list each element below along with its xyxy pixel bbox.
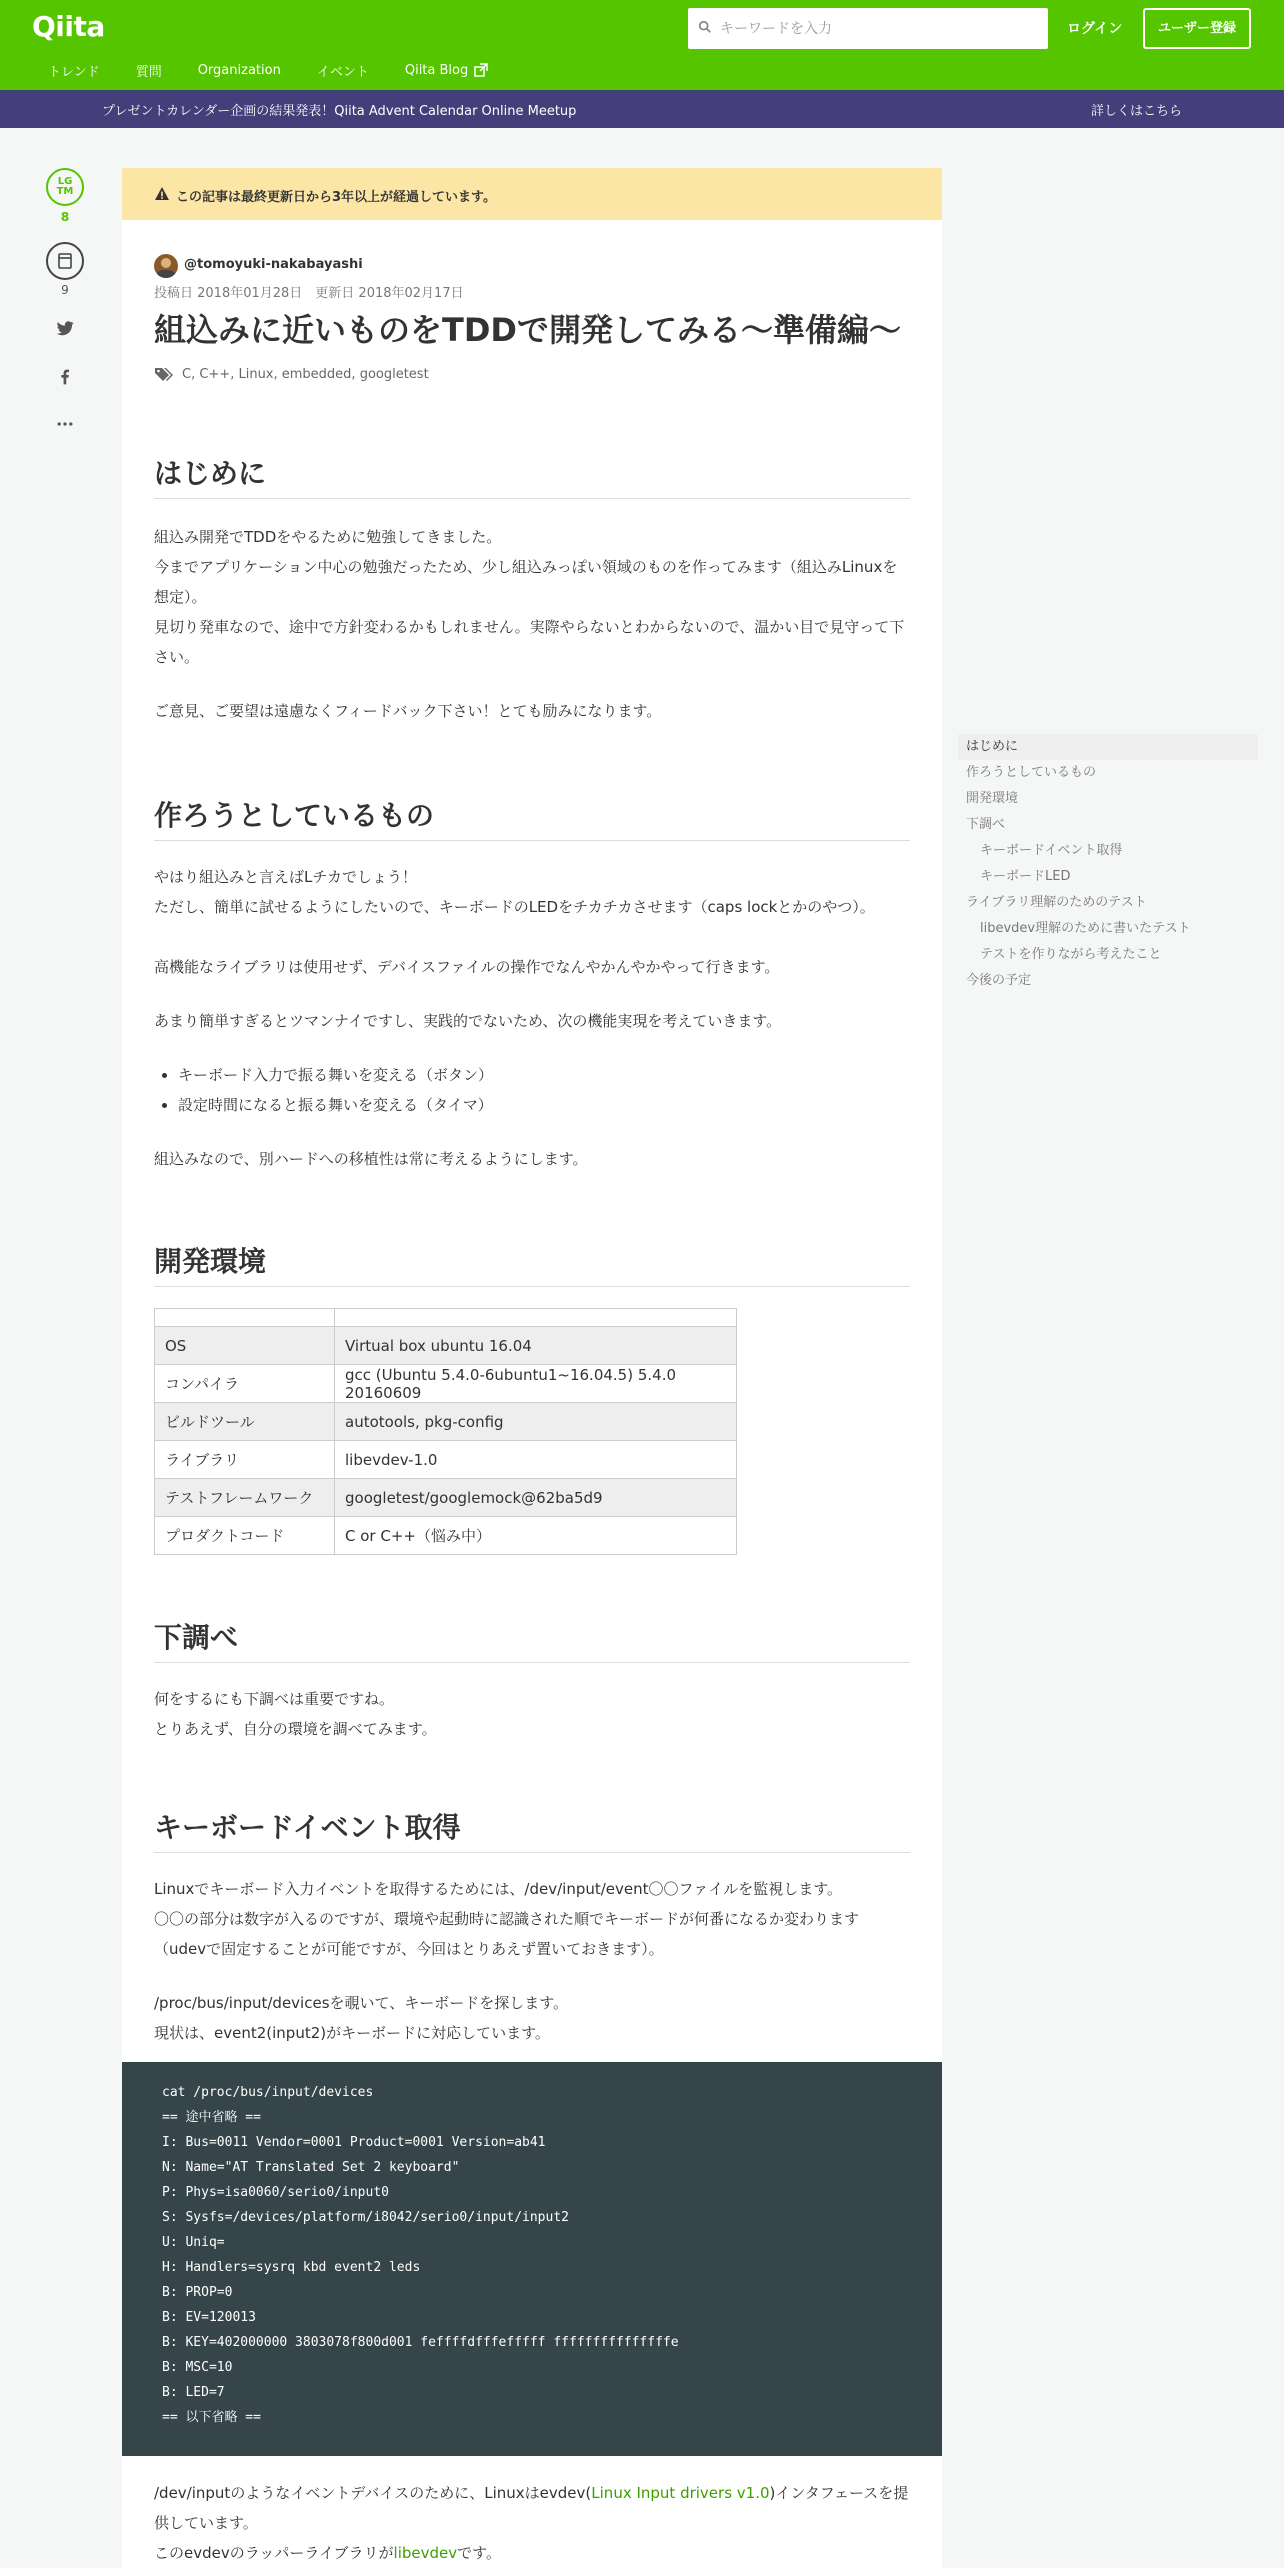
table-row <box>155 1479 737 1517</box>
heading-keyboard-event: キーボードイベント取得 <box>154 1806 910 1853</box>
signup-button[interactable]: ユーザー登録 <box>1143 8 1251 49</box>
table-row <box>155 1441 737 1479</box>
code-line: B: PROP=0 <box>162 2285 233 2300</box>
lgtm-label-bottom: TM <box>56 186 74 197</box>
table-header <box>335 1309 737 1327</box>
search-box[interactable] <box>688 8 1048 49</box>
table-cell: gcc (Ubuntu 5.4.0-6ubuntu1~16.04.5) 5.4.0 20160609 <box>335 1365 737 1403</box>
heading-shirabe: 下調べ <box>154 1616 910 1663</box>
table-row <box>155 1365 737 1403</box>
tag-list <box>154 366 429 382</box>
tags-icon <box>154 366 174 382</box>
article-title: 組込みに近いものをTDDで開発してみる〜準備編〜 <box>154 311 901 349</box>
announcement-banner <box>0 90 1284 128</box>
code-line: I: Bus=0011 Vendor=0001 Product=0001 Version=ab41 <box>162 2135 546 2150</box>
table-row <box>155 1517 737 1555</box>
stock-button[interactable] <box>46 242 84 280</box>
table-cell: OS <box>155 1327 335 1365</box>
s2-p3: 高機能なライブラリは使用せず、デバイスファイルの操作でなんやかんやかやって行きます。 <box>154 958 780 976</box>
lgtm-count: 8 <box>60 210 70 224</box>
external-link-icon <box>474 63 488 77</box>
heading-kaihatsu: 開発環境 <box>154 1240 910 1287</box>
s4-p1: 何をするにも下調べは重要ですね。 <box>154 1690 395 1708</box>
table-cell: プロダクトコード <box>155 1517 335 1555</box>
warning-text: この記事は最終更新日から3年以上が経過しています。 <box>176 190 497 205</box>
s5-p1: Linuxでキーボード入力イベントを取得するためには、/dev/input/event〇〇ファイルを監視します。 <box>154 1880 843 1898</box>
s2-p2: ただし、簡単に試せるようにしたいので、キーボードのLEDをチカチカさせます（caps lockとかのやつ）。 <box>154 898 875 916</box>
s2-p4: あまり簡単すぎるとツマンナイですし、実践的でないため、次の機能実現を考えていきます。 <box>154 1012 782 1030</box>
table-of-contents <box>958 734 1258 994</box>
s4-p2: とりあえず、自分の環境を調べてみます。 <box>154 1720 437 1738</box>
toc-item[interactable]: 今後の予定 <box>966 973 1032 988</box>
s6-p1-text-a: /dev/inputのようなイベントデバイスのために、Linuxはevdev( <box>154 2484 592 2502</box>
qiita-logo[interactable]: Qiita <box>32 10 105 43</box>
code-block[interactable] <box>122 2062 942 2456</box>
table-cell: C or C++（悩み中） <box>335 1517 737 1555</box>
nav-trend[interactable]: トレンド <box>48 64 100 80</box>
toc-item[interactable]: 下調べ <box>966 817 1006 832</box>
table-row <box>155 1327 737 1365</box>
heading-hajimeni: はじめに <box>154 452 910 499</box>
toc-item[interactable]: キーボードLED <box>980 869 1071 884</box>
login-link[interactable]: ログイン <box>1067 21 1123 37</box>
table-cell: コンパイラ <box>155 1365 335 1403</box>
s5-p4: 現状は、event2(input2)がキーボードに対応しています。 <box>154 2024 550 2042</box>
list-item: • キーボード入力で振る舞いを変える（ボタン） <box>178 1060 493 1090</box>
code-line: U: Uniq= <box>162 2235 225 2250</box>
banner-text[interactable]: プレゼントカレンダー企画の結果発表！Qiita Advent Calendar Online Meetup <box>102 104 577 119</box>
heading-tsukurou: 作ろうとしているもの <box>154 794 910 841</box>
code-line: N: Name="AT Translated Set 2 keyboard" <box>162 2160 460 2175</box>
table-cell: ビルドツール <box>155 1403 335 1441</box>
toc-item[interactable]: ライブラリ理解のためのテスト <box>966 895 1147 910</box>
s1-p4: ご意見、ご要望は遠慮なくフィードバック下さい！とても励みになります。 <box>154 702 662 720</box>
nav-qiita-blog[interactable] <box>405 58 488 82</box>
tags-text[interactable]: C, C++, Linux, embedded, googletest <box>182 366 429 382</box>
toc-item[interactable]: はじめに <box>958 734 1258 760</box>
code-line: == 途中省略 == <box>162 2110 261 2125</box>
banner-link[interactable]: 詳しくはこちら <box>1091 104 1183 119</box>
s6-p2-text-b: です。 <box>457 2544 501 2562</box>
post-dates: 投稿日 2018年01月28日 更新日 2018年02月17日 <box>154 286 464 301</box>
more-icon[interactable] <box>55 414 75 434</box>
lgtm-label-top: LG <box>57 176 73 187</box>
toc-item[interactable]: テストを作りながら考えたこと <box>980 947 1162 962</box>
s6-p1-text-b: )インタフェースを提供しています。 <box>154 2484 909 2532</box>
code-line: B: EV=120013 <box>162 2310 256 2325</box>
author-avatar[interactable] <box>154 254 178 278</box>
s1-p1: 組込み開発でTDDをやるために勉強してきました。 <box>154 528 502 546</box>
table-cell: libevdev-1.0 <box>335 1441 737 1479</box>
code-line: B: MSC=10 <box>162 2360 233 2375</box>
table-cell: googletest/googlemock@62ba5d9 <box>335 1479 737 1517</box>
s2-p1: やはり組込みと言えばLチカでしょう！ <box>154 868 418 886</box>
table-cell: テストフレームワーク <box>155 1479 335 1517</box>
twitter-icon[interactable] <box>55 318 75 338</box>
toc-item[interactable]: 開発環境 <box>966 791 1019 806</box>
s5-p2: 〇〇の部分は数字が入るのですが、環境や起動時に認識された順でキーボードが何番になるか変わります（udevで固定することが可能ですが、今回はとりあえず置いておきます）。 <box>154 1910 860 1958</box>
nav-event[interactable]: イベント <box>316 64 369 80</box>
outdated-warning <box>122 168 942 220</box>
environment-table <box>154 1308 737 1555</box>
table-row <box>155 1403 737 1441</box>
link-libevdev[interactable]: libevdev <box>393 2544 458 2562</box>
code-line: cat /proc/bus/input/devices <box>162 2085 374 2100</box>
lgtm-button[interactable] <box>46 168 84 206</box>
nav-question[interactable]: 質問 <box>135 64 162 80</box>
s6-p1 <box>154 2478 910 2538</box>
toc-item[interactable]: libevdev理解のために書いたテスト <box>980 921 1191 936</box>
code-line: == 以下省略 == <box>162 2410 261 2425</box>
code-line: P: Phys=isa0060/serio0/input0 <box>162 2185 389 2200</box>
s6-p2 <box>154 2538 910 2568</box>
code-line: B: KEY=402000000 3803078f800d001 feffffdfffefffff fffffffffffffffe <box>162 2335 679 2350</box>
warning-icon <box>154 186 170 202</box>
link-linux-input-drivers[interactable]: Linux Input drivers v1.0 <box>591 2484 770 2502</box>
global-nav <box>48 58 524 82</box>
s1-p2: 今までアプリケーション中心の勉強だったため、少し組込みっぽい領域のものを作ってみます（組込みLinuxを想定）。 <box>154 558 898 606</box>
article <box>122 168 942 2568</box>
table-cell: autotools, pkg-config <box>335 1403 737 1441</box>
table-cell: ライブラリ <box>155 1441 335 1479</box>
s5-p3: /proc/bus/input/devicesを覗いて、キーボードを探します。 <box>154 1994 569 2012</box>
list-item: • 設定時間になると振る舞いを変える（タイマ） <box>178 1090 493 1120</box>
global-header <box>0 0 1284 90</box>
s6-p2-text-a: このevdevのラッパーライブラリが <box>154 2544 394 2562</box>
nav-qiita-blog-label: Qiita Blog <box>404 62 469 78</box>
stock-icon <box>48 244 82 278</box>
code-line: H: Handlers=sysrq kbd event2 leds <box>162 2260 421 2275</box>
author-name[interactable]: @tomoyuki-nakabayashi <box>184 257 363 272</box>
code-line: S: Sysfs=/devices/platform/i8042/serio0/input/input2 <box>162 2210 569 2225</box>
facebook-icon[interactable] <box>55 366 75 386</box>
stock-count: 9 <box>61 283 69 297</box>
feature-list <box>178 1060 493 1120</box>
s1-p3: 見切り発車なので、途中で方針変わるかもしれません。実際やらないとわからないので、温かい目で見守って下さい。 <box>154 618 905 666</box>
code-line: B: LED=7 <box>162 2385 225 2400</box>
search-input[interactable] <box>720 8 1040 49</box>
s2-p5: 組込みなので、別ハードへの移植性は常に考えるようにします。 <box>154 1150 588 1168</box>
table-cell: Virtual box ubuntu 16.04 <box>335 1327 737 1365</box>
nav-organization[interactable]: Organization <box>197 62 281 78</box>
toc-item[interactable]: キーボードイベント取得 <box>980 843 1123 858</box>
toc-item[interactable]: 作ろうとしているもの <box>966 765 1097 780</box>
search-icon <box>698 20 712 34</box>
table-header <box>155 1309 335 1327</box>
